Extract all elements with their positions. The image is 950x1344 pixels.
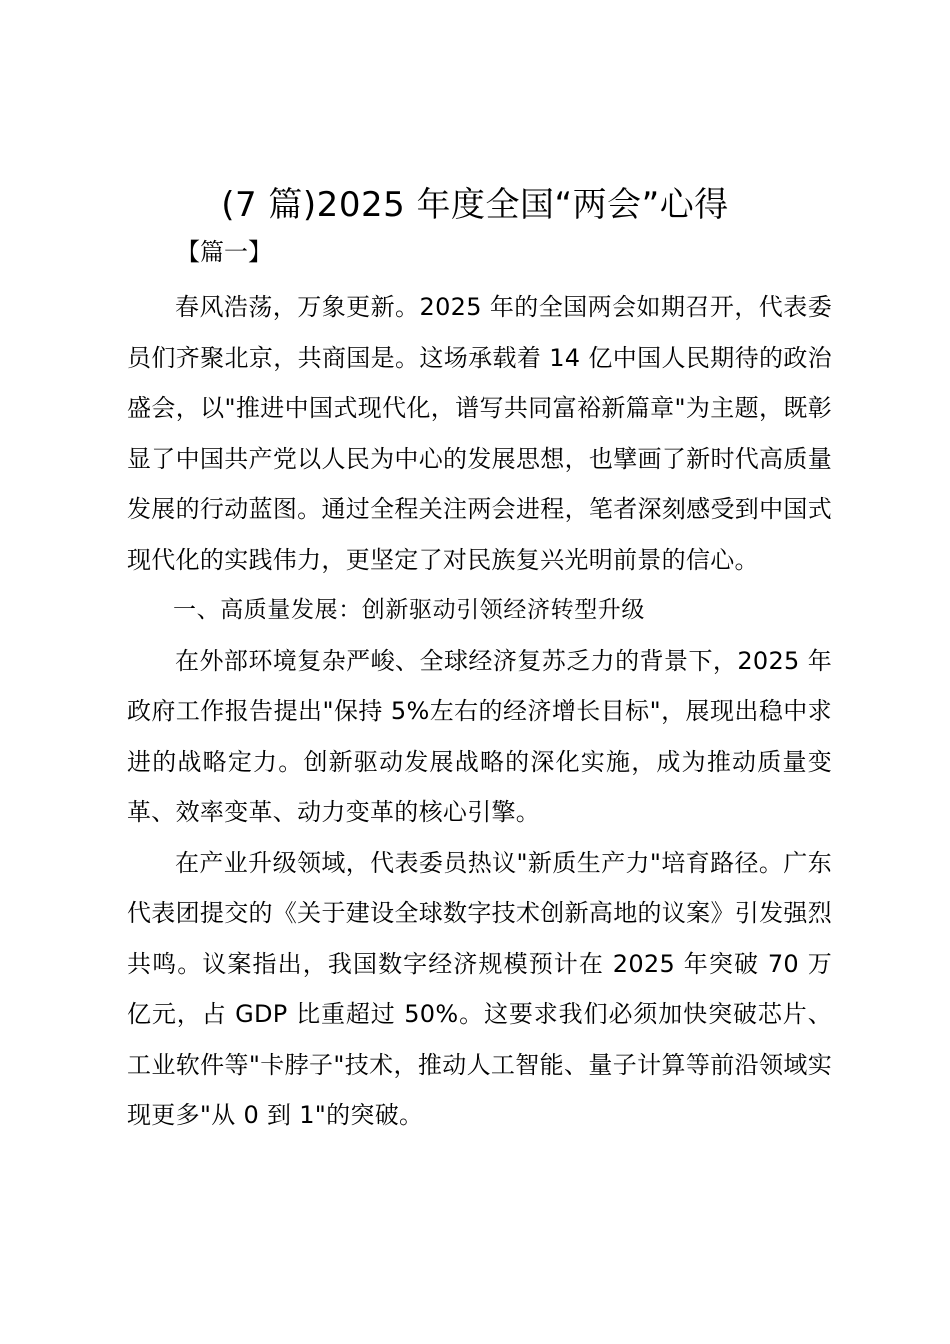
section-label: 【篇一】	[176, 238, 272, 266]
document-body	[127, 282, 832, 1141]
paragraph-industry: 在产业升级领域，代表委员热议"新质生产力"培育路径。广东代表团提交的《关于建设全球数字技术创新高地的议案》引发强烈共鸣。议案指出，我国数字经济规模预计在 2025 年突破 70 万亿元，占 GDP 比重超过 50%。这要求我们必须加快突破芯片、工业软件等"卡脖子"技术，推动人工智能、量子计算等前沿领域实现更多"从 0 到 1"的突破。	[127, 848, 832, 1129]
section-heading: 一、高质量发展：创新驱动引领经济转型升级	[173, 597, 645, 623]
paragraph-economy: 在外部环境复杂严峻、全球经济复苏乏力的背景下，2025 年政府工作报告提出"保持 5%左右的经济增长目标"，展现出稳中求进的战略定力。创新驱动发展战略的深化实施，成为推动质量变革、效率变革、动力变革的核心引擎。	[127, 646, 832, 826]
document-title: (7 篇)2025 年度全国“两会”心得	[221, 185, 729, 225]
paragraph-intro: 春风浩荡，万象更新。2025 年的全国两会如期召开，代表委员们齐聚北京，共商国是。这场承载着 14 亿中国人民期待的政治盛会，以"推进中国式现代化，谱写共同富裕新篇章"为主题，既彰显了中国共产党以人民为中心的发展思想，也擘画了新时代高质量发展的行动蓝图。通过全程关注两会进程，笔者深刻感受到中国式现代化的实践伟力，更坚定了对民族复兴光明前景的信心。	[127, 293, 832, 574]
